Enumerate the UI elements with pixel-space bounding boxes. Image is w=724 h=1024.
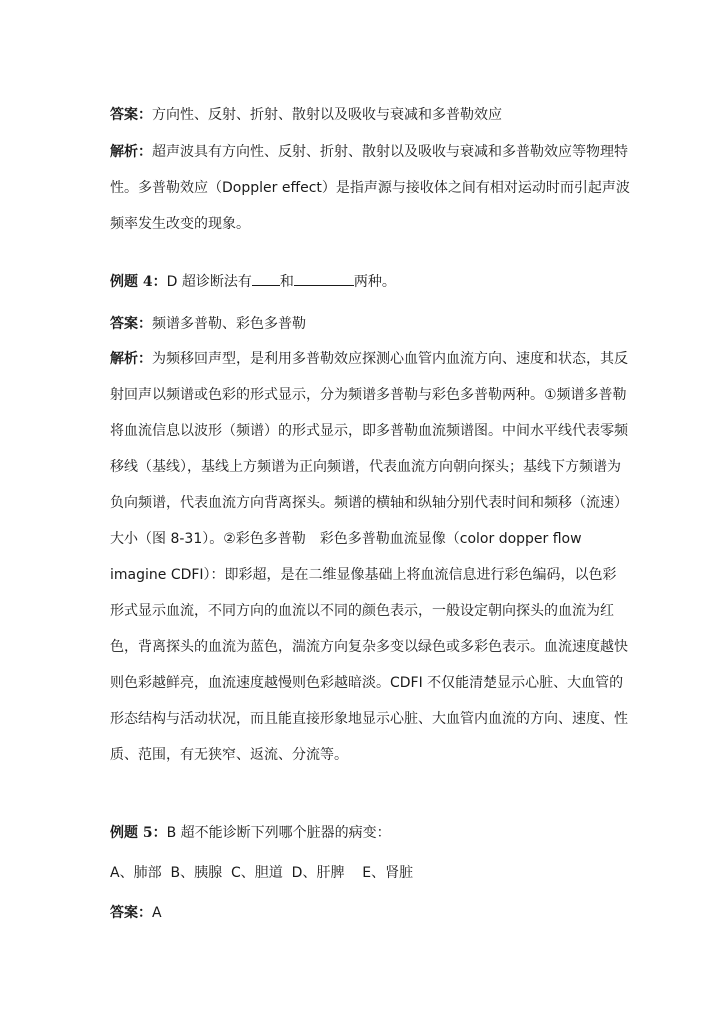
answer-4 xyxy=(110,306,630,342)
options-text: A、肺部 B、胰腺 C、胆道 D、肝脾 E、肾脏 xyxy=(110,865,414,881)
example-text-after: 两种。 xyxy=(353,274,396,290)
example-text: B 超不能诊断下列哪个脏器的病变： xyxy=(166,825,391,841)
analysis-text: 超声波具有方向性、反射、折射、散射以及吸收与衰减和多普勒效应等物理特性。多普勒效应（Doppler effect）是指声源与接收体之间有相对运动时而引起声波频率发生改变的现象。 xyxy=(110,144,630,232)
answer-label: 答案： xyxy=(110,905,152,921)
example-4 xyxy=(110,264,630,300)
answer-text: 频谱多普勒、彩色多普勒 xyxy=(152,316,306,332)
fill-blank-1 xyxy=(252,271,280,286)
answer-label: 答案： xyxy=(110,316,152,332)
answer-text: 方向性、反射、折射、散射以及吸收与衰减和多普勒效应 xyxy=(152,107,502,123)
example-text-middle: 和 xyxy=(279,274,294,290)
analysis-1 xyxy=(110,134,630,242)
analysis-4 xyxy=(110,341,641,773)
fill-blank-2 xyxy=(294,271,354,286)
analysis-text: 为频移回声型，是利用多普勒效应探测心血管内血流方向、速度和状态，其反射回声以频谱或色彩的形式显示，分为频谱多普勒与彩色多普勒两种。①频谱多普勒 将血流信息以波形（频谱）的形式显示，即多普勒血流频谱图。中间水平线代表零频移线（基线），基线上方频谱为正向频谱，代表血流方向朝向探头；基线下方频谱为负向频谱，代表血流方向背离探头。频谱的横轴和纵轴分别代表时间和频移（流速）大小（图 8-31）。②彩色多普勒 彩色多普勒血流显像（color dopper flow imagine CDFI）：即彩超，是在二维显像基础上将血流信息进行彩色编码，以色彩形式显示血流，不同方向的血流以不同的颜色表示，一般设定朝向探头的血流为红色，背离探头的血流为蓝色，湍流方向复杂多变以绿色或多彩色表示。血流速度越快则色彩越鲜亮，血流速度越慢则色彩越暗淡。CDFI 不仅能清楚显示心脏、大血管的形态结构与活动状况，而且能直接形象地显示心脏、大血管内血流的方向、速度、性质、范围，有无狭窄、返流、分流等。 xyxy=(110,351,641,763)
answer-label: 答案： xyxy=(110,107,152,123)
example-text-before: D 超诊断法有 xyxy=(166,274,252,290)
answer-1 xyxy=(110,97,630,133)
answer-text: A xyxy=(152,905,162,921)
answer-5 xyxy=(110,895,630,931)
example-label: 例题 5： xyxy=(110,825,167,841)
analysis-label: 解析： xyxy=(110,144,152,160)
options-5 xyxy=(110,855,630,891)
example-5 xyxy=(110,815,630,851)
analysis-label: 解析： xyxy=(110,351,152,367)
example-label: 例题 4： xyxy=(110,274,167,290)
